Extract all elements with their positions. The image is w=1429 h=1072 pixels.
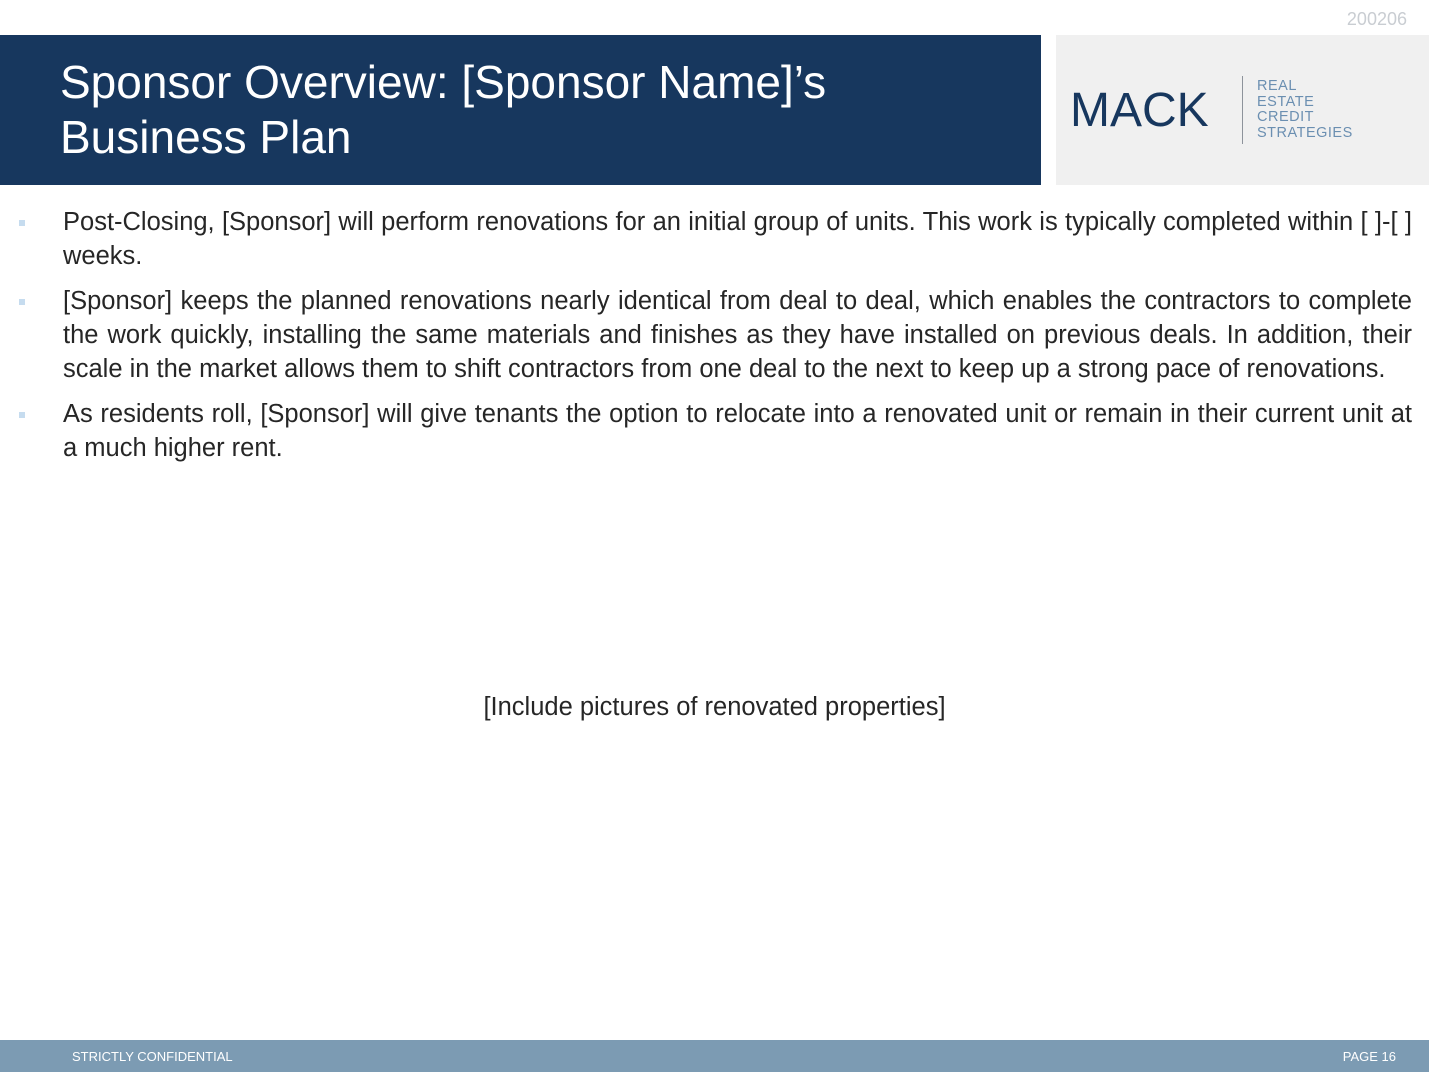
bullet-item xyxy=(0,205,1429,273)
logo-panel xyxy=(1056,35,1429,185)
logo-tagline-line: REAL xyxy=(1257,78,1297,94)
bullet-square-icon xyxy=(19,412,25,418)
logo-tagline-line: STRATEGIES xyxy=(1257,124,1353,141)
page-number: PAGE 16 xyxy=(1342,1049,1396,1064)
page-title: Sponsor Overview: [Sponsor Name]’s Business Plan xyxy=(60,56,827,163)
logo-divider xyxy=(1242,76,1243,144)
bullet-square-icon xyxy=(19,299,25,305)
bullet-list xyxy=(0,205,1429,476)
footer-bar xyxy=(0,1040,1429,1072)
bullet-square-icon xyxy=(19,220,25,226)
bullet-item xyxy=(0,284,1429,386)
bullet-item xyxy=(0,397,1429,465)
bullet-text: Post-Closing, [Sponsor] will perform renovations for an initial group of units. This work is typically completed within [ ]-[ ] weeks. xyxy=(63,208,1412,270)
logo-tagline-line: ESTATE xyxy=(1257,93,1315,110)
logo-brand: MACK xyxy=(1070,84,1209,137)
confidentiality-label: STRICTLY CONFIDENTIAL xyxy=(72,1049,233,1064)
bullet-text: [Sponsor] keeps the planned renovations nearly identical from deal to deal, which enables the contractors to complete the work quickly, installing the same materials and finishes as they have installed on previous deals. In addition, their scale in the market allows them to shift contractors from one deal to the next to keep up a strong pace of renovations. xyxy=(63,287,1412,383)
logo-tagline xyxy=(1257,79,1353,141)
logo-tagline-line: CREDIT xyxy=(1257,109,1314,125)
document-code: 200206 xyxy=(1346,9,1407,29)
image-placeholder-note: [Include pictures of renovated properties] xyxy=(483,693,946,721)
bullet-text: As residents roll, [Sponsor] will give tenants the option to relocate into a renovated unit or remain in their current unit at a much higher rent. xyxy=(63,400,1412,462)
